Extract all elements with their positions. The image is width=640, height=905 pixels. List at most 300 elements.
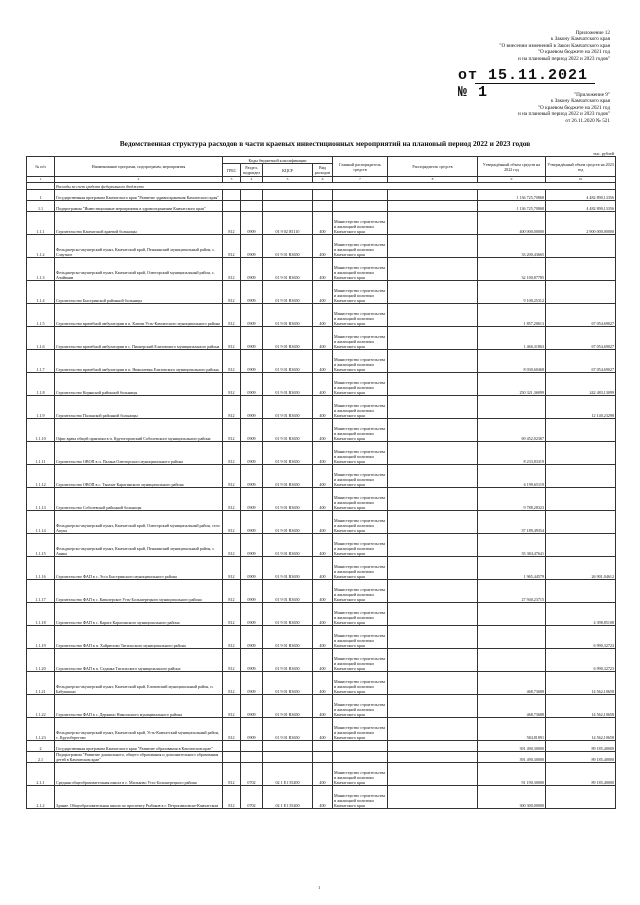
row-value-2023: 67 054,69027: [546, 327, 616, 350]
row-ksr: 01 9 01 R3650: [263, 281, 313, 304]
row-grbs: 812: [223, 396, 241, 419]
table-row: [27, 327, 616, 350]
row-value-2023: [546, 281, 616, 304]
row-admin: Министерство строительства и жилищной политики Камчатского края: [333, 327, 388, 350]
row-kvr: 400: [313, 281, 333, 304]
row-section: 0909: [241, 557, 263, 580]
row-value-2022: [478, 603, 546, 626]
row-grbs: 812: [223, 327, 241, 350]
column-index: 3: [223, 177, 241, 183]
row-ksr: 01 9 01 R3650: [263, 626, 313, 649]
row-recipient: [388, 626, 478, 649]
row-grbs: 812: [223, 212, 241, 235]
row-ksr: 01 9 01 R3650: [263, 718, 313, 741]
row-number: 2.1.2: [27, 786, 55, 809]
row-ksr: 01 9 01 R3650: [263, 419, 313, 442]
row-section: 0909: [241, 396, 263, 419]
row-name: Строительство Корякской районной больницы: [55, 373, 223, 396]
row-grbs: 812: [223, 580, 241, 603]
row-recipient: [388, 695, 478, 718]
row-ksr: 01 9 01 R3650: [263, 580, 313, 603]
row-admin: Министерство строительства и жилищной политики Камчатского края: [333, 258, 388, 281]
table-row: [27, 511, 616, 534]
annex-line: и на плановый период 2022 и 2023 годов": [518, 111, 610, 118]
row-recipient: [388, 672, 478, 695]
row-number: 1.1.11: [27, 442, 55, 465]
row-name: Фельдшерско-акушерский пункт, Камчатский край, Пенжинский муниципальный район, с. Аянка: [55, 534, 223, 557]
row-value-2022: 468,73688: [478, 672, 546, 695]
row-admin: Министерство строительства и жилищной политики Камчатского края: [333, 511, 388, 534]
row-section: 0909: [241, 465, 263, 488]
row-kvr: 400: [313, 603, 333, 626]
row-grbs: 812: [223, 718, 241, 741]
row-recipient: [388, 212, 478, 235]
row-ksr: 01 9 01 R3650: [263, 350, 313, 373]
row-name: Строительство ФАП в с. Карага Карагинского муниципального района: [55, 603, 223, 626]
row-value-2022: 69 452,02367: [478, 419, 546, 442]
row-value-2022: 468,73688: [478, 695, 546, 718]
row-value-2022: 1 857,20613: [478, 304, 546, 327]
row-grbs: [223, 201, 241, 212]
row-ksr: 01 9 01 R3650: [263, 511, 313, 534]
date-stamp: от 15.11.2021 № 1: [458, 67, 589, 101]
row-value-2022: 27 940,23715: [478, 580, 546, 603]
row-number: 1.1.4: [27, 281, 55, 304]
row-section: [241, 752, 263, 763]
annex-line: Приложение 12: [575, 30, 610, 36]
row-value-2023: [546, 534, 616, 557]
row-value-2022: 33 200,43665: [478, 235, 546, 258]
row-grbs: 812: [223, 672, 241, 695]
row-ksr: 01 9 01 R3650: [263, 695, 313, 718]
row-recipient: [388, 649, 478, 672]
row-number: 1.1.17: [27, 580, 55, 603]
row-grbs: 812: [223, 626, 241, 649]
header-grbs: ГРБС: [223, 164, 241, 177]
row-recipient: [388, 718, 478, 741]
row-kvr: [313, 190, 333, 201]
row-kvr: 400: [313, 396, 333, 419]
row-section: 0909: [241, 442, 263, 465]
row-grbs: 812: [223, 603, 241, 626]
header-2023: Утверждённый объем средств на 2023 год: [546, 157, 616, 177]
table-body: [27, 177, 616, 809]
expenditure-table: [26, 156, 616, 809]
row-kvr: 400: [313, 649, 333, 672]
row-admin: Министерство строительства и жилищной политики Камчатского края: [333, 350, 388, 373]
row-value-2022: 35 384,47641: [478, 534, 546, 557]
row-value-2023: [546, 465, 616, 488]
row-grbs: 812: [223, 763, 241, 786]
row-recipient: [388, 396, 478, 419]
row-name: Строительство ФАП в с. Эссо Быстринского муниципального района: [55, 557, 223, 580]
table-row: [27, 350, 616, 373]
header-recipient: Распорядитель средств: [388, 157, 478, 177]
row-value-2022: 32 100,87785: [478, 258, 546, 281]
row-value-2023: 6 990,32723: [546, 626, 616, 649]
row-kvr: [313, 201, 333, 212]
table-row: [27, 201, 616, 212]
row-recipient: [388, 304, 478, 327]
row-number: 1.1.18: [27, 603, 55, 626]
row-value-2023: 4 482 890,13356: [546, 201, 616, 212]
row-kvr: [313, 752, 333, 763]
table-row: [27, 557, 616, 580]
row-admin: Министерство строительства и жилищной политики Камчатского края: [333, 580, 388, 603]
row-grbs: 812: [223, 695, 241, 718]
header-num: № п/п: [27, 157, 55, 177]
row-section: [241, 201, 263, 212]
row-value-2022: [478, 626, 546, 649]
row-number: 1.1.1: [27, 212, 55, 235]
table-row: [27, 718, 616, 741]
table-row: [27, 580, 616, 603]
row-admin: Министерство строительства и жилищной политики Камчатского края: [333, 396, 388, 419]
row-grbs: 812: [223, 373, 241, 396]
row-section: 0909: [241, 534, 263, 557]
row-value-2023: 89 185,40000: [546, 752, 616, 763]
row-grbs: 812: [223, 649, 241, 672]
row-kvr: 400: [313, 465, 333, 488]
row-value-2023: [546, 488, 616, 511]
row-ksr: [263, 201, 313, 212]
column-index: 6: [313, 177, 333, 183]
row-kvr: 400: [313, 557, 333, 580]
row-ksr: [263, 741, 313, 752]
row-value-2023: 242 483,13099: [546, 373, 616, 396]
row-admin: Министерство строительства и жилищной политики Камчатского края: [333, 626, 388, 649]
table-row: [27, 373, 616, 396]
row-value-2022: 37 189,49354: [478, 511, 546, 534]
row-recipient: [388, 350, 478, 373]
row-recipient: [388, 258, 478, 281]
row-name: Строительство Камчатской краевой больницы: [55, 212, 223, 235]
row-admin: Министерство строительства и жилищной политики Камчатского края: [333, 763, 388, 786]
row-section: 0909: [241, 672, 263, 695]
row-ksr: 01 9 01 R3650: [263, 304, 313, 327]
row-grbs: [223, 190, 241, 201]
row-value-2023: 6 990,32723: [546, 649, 616, 672]
row-number: 1.1.19: [27, 626, 55, 649]
annex-header-1: [499, 30, 610, 62]
row-value-2022: 300 300,00000: [478, 786, 546, 809]
row-admin: Министерство строительства и жилищной политики Камчатского края: [333, 649, 388, 672]
row-ksr: 01 9 01 R3650: [263, 534, 313, 557]
row-name: Строительство врачебной амбулатории в п. Николаевка Елизовского муниципального района: [55, 350, 223, 373]
column-index: 10: [546, 177, 616, 183]
row-name: Строительство Быстринской районной больницы: [55, 281, 223, 304]
row-section: 0909: [241, 304, 263, 327]
row-admin: Министерство строительства и жилищной политики Камчатского края: [333, 281, 388, 304]
row-number: 1.1.3: [27, 258, 55, 281]
row-kvr: 400: [313, 580, 333, 603]
row-section: 0909: [241, 419, 263, 442]
row-name: Строительство ОВОП в с. Тымлат Карагинского муниципального района: [55, 465, 223, 488]
section-title: Расходы за счет средств федерального бюджета: [55, 183, 616, 190]
row-section: 0909: [241, 695, 263, 718]
row-ksr: 01 9 01 R3650: [263, 465, 313, 488]
row-value-2022: 391 490,30000: [478, 741, 546, 752]
header-name: Наименование программ, подпрограмм, мероприятия: [55, 157, 223, 177]
table-row: [27, 672, 616, 695]
row-kvr: 400: [313, 235, 333, 258]
header-2022: Утверждённый объем средств на 2022 год: [478, 157, 546, 177]
row-kvr: 400: [313, 442, 333, 465]
document-title: Ведомственная структура расходов в части краевых инвестиционных мероприятий на плановый период 2022 и 2023 годов: [119, 139, 531, 148]
row-kvr: 400: [313, 534, 333, 557]
row-value-2022: 391 490,30000: [478, 752, 546, 763]
row-value-2023: 89 185,40000: [546, 741, 616, 752]
table-row: [27, 281, 616, 304]
row-ksr: 01 9 01 R3650: [263, 235, 313, 258]
row-name: Государственная программа Камчатского края "Развитие образования в Камчатском крае": [55, 741, 223, 752]
row-grbs: 812: [223, 511, 241, 534]
row-number: 1.1.13: [27, 488, 55, 511]
row-value-2023: 14 562,10658: [546, 672, 616, 695]
row-ksr: 01 9 01 R3650: [263, 327, 313, 350]
annex-line: от 26.11.2020 № 521: [565, 117, 610, 124]
row-section: 0909: [241, 327, 263, 350]
table-row: [27, 190, 616, 201]
row-admin: Министерство строительства и жилищной политики Камчатского края: [333, 488, 388, 511]
row-section: 0909: [241, 212, 263, 235]
row-value-2023: [546, 419, 616, 442]
row-number: 2.1.1: [27, 763, 55, 786]
table-row: [27, 396, 616, 419]
column-index: 5: [263, 177, 313, 183]
row-value-2023: 89 185,40000: [546, 763, 616, 786]
row-section: 0909: [241, 511, 263, 534]
row-recipient: [388, 442, 478, 465]
row-grbs: 812: [223, 534, 241, 557]
row-recipient: [388, 190, 478, 201]
row-kvr: 400: [313, 626, 333, 649]
column-index: 2: [55, 177, 223, 183]
row-recipient: [388, 603, 478, 626]
row-admin: Министерство строительства и жилищной политики Камчатского края: [333, 786, 388, 809]
row-value-2022: 1 136 725,70868: [478, 201, 546, 212]
row-name: Фельдшерско-акушерский пункт, Камчатский край, Олюторский муниципальный район, село Апука: [55, 511, 223, 534]
column-index: 4: [241, 177, 263, 183]
row-name: Средняя общеобразовательная школа в с. Мильково Усть-Большерецкого района: [55, 763, 223, 786]
row-admin: Министерство строительства и жилищной политики Камчатского края: [333, 534, 388, 557]
row-number: 1.1: [27, 201, 55, 212]
column-index: 9: [478, 177, 546, 183]
row-grbs: 812: [223, 304, 241, 327]
header-kvr: Вид расходов: [313, 164, 333, 177]
row-name: Строительство врачебной амбулатории в с. Пионерский Елизовского муниципального района: [55, 327, 223, 350]
table-row: [27, 626, 616, 649]
row-admin: [333, 741, 388, 752]
annex-line: "Приложение 9": [574, 92, 610, 98]
row-name: Строительство ФАП в п. Седанка Тигильского муниципального района: [55, 649, 223, 672]
row-section: 0909: [241, 235, 263, 258]
row-ksr: 01 9 01 R3650: [263, 442, 313, 465]
row-section: 0909: [241, 350, 263, 373]
row-recipient: [388, 580, 478, 603]
row-name: Строительство ФАП в п. Хайрюзово Тигильского муниципального района: [55, 626, 223, 649]
units-label: тыс. рублей: [593, 151, 614, 156]
row-recipient: [388, 419, 478, 442]
row-ksr: 01 9 01 R3650: [263, 672, 313, 695]
table-row: [27, 304, 616, 327]
row-section: 0909: [241, 580, 263, 603]
row-value-2022: 250 321,36099: [478, 373, 546, 396]
row-kvr: [313, 741, 333, 752]
row-value-2022: 91 190,30000: [478, 763, 546, 786]
row-kvr: 400: [313, 419, 333, 442]
row-grbs: 812: [223, 281, 241, 304]
row-ksr: 01 9 01 R3650: [263, 649, 313, 672]
row-value-2022: 1 136 725,70868: [478, 190, 546, 201]
row-kvr: 400: [313, 511, 333, 534]
annex-header-2: [518, 92, 610, 124]
row-ksr: 01 9 01 R3650: [263, 557, 313, 580]
row-number: 1.1.15: [27, 534, 55, 557]
row-value-2023: [546, 580, 616, 603]
row-number: 2: [27, 741, 55, 752]
row-number: 1.1.23: [27, 718, 55, 741]
row-section: 0909: [241, 258, 263, 281]
annex-line: "О краевом бюджете на 2021 год: [537, 104, 610, 111]
row-value-2022: 9 100,25312: [478, 281, 546, 304]
row-grbs: [223, 752, 241, 763]
row-value-2022: 9 788,28323: [478, 488, 546, 511]
row-admin: Министерство строительства и жилищной политики Камчатского края: [333, 603, 388, 626]
row-section: 0909: [241, 649, 263, 672]
row-number: 1.1.16: [27, 557, 55, 580]
row-section: 0909: [241, 373, 263, 396]
row-admin: Министерство строительства и жилищной политики Камчатского края: [333, 419, 388, 442]
header-section: Раздел, подраздел: [241, 164, 263, 177]
row-grbs: 812: [223, 557, 241, 580]
section-title-row: [27, 183, 616, 190]
table-row: [27, 488, 616, 511]
row-value-2023: 26 901,04612: [546, 557, 616, 580]
annex-line: "О внесении изменений в Закон Камчатского края: [499, 42, 610, 49]
row-ksr: [263, 752, 313, 763]
row-section: 0702: [241, 786, 263, 809]
row-section: 0909: [241, 488, 263, 511]
row-recipient: [388, 763, 478, 786]
table-row: [27, 786, 616, 809]
row-number: 1.1.8: [27, 373, 55, 396]
row-value-2023: 14 562,10658: [546, 695, 616, 718]
table-row: [27, 534, 616, 557]
row-recipient: [388, 465, 478, 488]
table-row: [27, 212, 616, 235]
row-recipient: [388, 557, 478, 580]
row-value-2022: 8 030,60468: [478, 350, 546, 373]
column-index: 8: [388, 177, 478, 183]
row-name: Строительство врачебной амбулатории в п. Ключи Усть-Камчатского муниципального района: [55, 304, 223, 327]
row-grbs: 812: [223, 350, 241, 373]
row-admin: Министерство строительства и жилищной политики Камчатского края: [333, 557, 388, 580]
row-kvr: 400: [313, 350, 333, 373]
row-recipient: [388, 786, 478, 809]
row-admin: [333, 190, 388, 201]
row-recipient: [388, 373, 478, 396]
row-value-2022: [478, 649, 546, 672]
row-section: 0702: [241, 763, 263, 786]
row-ksr: 01 9 02 Я1110: [263, 212, 313, 235]
row-section: 0909: [241, 626, 263, 649]
row-ksr: 01 9 01 R3650: [263, 603, 313, 626]
row-admin: Министерство строительства и жилищной политики Камчатского края: [333, 718, 388, 741]
row-value-2023: 4 398,85108: [546, 603, 616, 626]
row-kvr: 400: [313, 786, 333, 809]
table-row: [27, 419, 616, 442]
row-value-2023: [546, 235, 616, 258]
row-ksr: 02 1 E1 55200: [263, 786, 313, 809]
table-row: [27, 741, 616, 752]
row-number: 2.1: [27, 752, 55, 763]
row-value-2023: 67 054,69027: [546, 304, 616, 327]
row-value-2023: [546, 511, 616, 534]
header-admin: Главный распорядитель средств: [333, 157, 388, 177]
row-name: Строительство ОВОП в п. Палана Олюторского муниципального района: [55, 442, 223, 465]
row-number: 1.1.5: [27, 304, 55, 327]
row-value-2023: 14 562,10658: [546, 718, 616, 741]
row-name: Фельдшерско-акушерский пункт, Камчатский край, Елизовский муниципальный район, п. Бабушкино: [55, 672, 223, 695]
table-row: [27, 763, 616, 786]
table-row: [27, 752, 616, 763]
row-admin: [333, 752, 388, 763]
row-section: 0909: [241, 281, 263, 304]
row-value-2023: [546, 442, 616, 465]
row-value-2023: [546, 786, 616, 809]
row-admin: Министерство строительства и жилищной политики Камчатского края: [333, 465, 388, 488]
row-admin: Министерство строительства и жилищной политики Камчатского края: [333, 442, 388, 465]
row-recipient: [388, 752, 478, 763]
table-row: [27, 649, 616, 672]
row-value-2023: 67 054,69027: [546, 350, 616, 373]
row-recipient: [388, 281, 478, 304]
row-value-2022: 584,81891: [478, 718, 546, 741]
row-value-2023: [546, 258, 616, 281]
column-index: 7: [333, 177, 388, 183]
row-grbs: 812: [223, 488, 241, 511]
row-admin: [333, 201, 388, 212]
row-grbs: 812: [223, 235, 241, 258]
annex-line: и на плановый период 2022 и 2023 годов": [518, 55, 610, 62]
row-name: Государственная программа Камчатского края "Развитие здравоохранения Камчатского края": [55, 190, 223, 201]
row-ksr: 01 9 01 R3650: [263, 488, 313, 511]
row-value-2022: [478, 396, 546, 419]
row-name: Строительство ФАП в с. Держино Никольского муниципального района: [55, 695, 223, 718]
row-grbs: [223, 741, 241, 752]
row-name: Здание. Общеобразовательная школа по проспекту Рыбаков в г. Петропавловске-Камчатском: [55, 786, 223, 809]
row-kvr: 400: [313, 212, 333, 235]
row-kvr: 400: [313, 763, 333, 786]
row-grbs: 812: [223, 258, 241, 281]
row-number: 1.1.6: [27, 327, 55, 350]
row-section: 0909: [241, 718, 263, 741]
row-kvr: 400: [313, 327, 333, 350]
row-admin: Министерство строительства и жилищной политики Камчатского края: [333, 212, 388, 235]
row-ksr: 02 1 E1 55200: [263, 763, 313, 786]
row-ksr: 01 9 01 R3650: [263, 373, 313, 396]
row-number: 1.1.20: [27, 649, 55, 672]
table-row: [27, 442, 616, 465]
row-number: 1.1.7: [27, 350, 55, 373]
row-admin: Министерство строительства и жилищной политики Камчатского края: [333, 373, 388, 396]
row-number: 1.1.22: [27, 695, 55, 718]
row-value-2022: 8 233,83319: [478, 442, 546, 465]
row-recipient: [388, 235, 478, 258]
row-grbs: 812: [223, 786, 241, 809]
row-kvr: 400: [313, 258, 333, 281]
